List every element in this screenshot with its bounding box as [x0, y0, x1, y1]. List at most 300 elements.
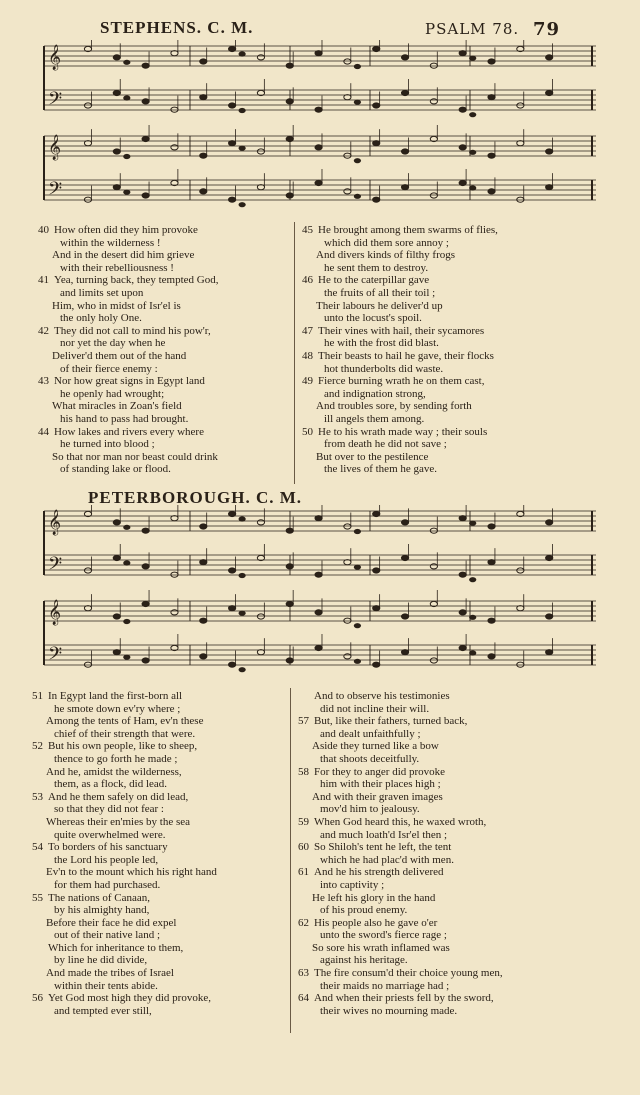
note: [354, 623, 361, 628]
stanza-line: of his proud enemy.: [320, 904, 408, 917]
note: [123, 190, 130, 195]
note: [315, 51, 322, 56]
note: [354, 158, 361, 163]
note: [546, 520, 553, 525]
note: [257, 614, 264, 619]
note: [113, 55, 120, 60]
note: [257, 520, 264, 525]
note: [239, 516, 246, 521]
stanza-line-text: How lakes and rivers every where: [54, 425, 204, 438]
treble-clef-icon: 𝄞: [48, 600, 62, 625]
note: [373, 46, 380, 51]
stanza-line: What miracles in Zoan's field: [52, 400, 182, 413]
verse-number: 43: [38, 375, 49, 388]
stanza-line: and indignation strong,: [324, 387, 426, 400]
stanza-line: Whereas their en'mies by the sea: [46, 815, 191, 828]
stanza-line: did not incline their will.: [320, 702, 430, 715]
music-system-stephens: [40, 40, 600, 218]
stanza-line-text: Fierce burning wrath he on them cast,: [318, 375, 485, 388]
note: [239, 202, 246, 207]
note: [229, 46, 236, 51]
stanza-line-text: And to observe his testimonies: [314, 690, 450, 702]
psalm-heading: PSALM 78.: [425, 20, 520, 38]
note: [373, 197, 380, 202]
note: [142, 193, 149, 198]
note: [459, 572, 466, 577]
note: [315, 645, 322, 650]
stanza-line-text: Nor how great signs in Egypt land: [54, 375, 205, 388]
stanza-line: and tempted ever still,: [54, 1004, 152, 1017]
stanza-line: He left his glory in the hand: [312, 891, 436, 904]
stanza-line: Before their face he did expel: [46, 916, 177, 929]
staff: [44, 79, 596, 117]
verse-number: 54: [32, 841, 43, 854]
stanza: [298, 917, 598, 967]
stanza-line: [298, 816, 598, 829]
note: [200, 189, 207, 194]
note: [315, 516, 322, 521]
stanza-line-text: He to his wrath made way ; their souls: [318, 425, 488, 438]
stanza-line: which did them sore annoy ;: [324, 236, 449, 249]
note: [373, 662, 380, 667]
note: [430, 193, 437, 198]
stanza-line-text: Which for inheritance to them,: [48, 941, 184, 954]
note: [257, 55, 264, 60]
stanza-line: chief of their strength that were.: [54, 727, 196, 740]
note: [517, 568, 524, 573]
note: [373, 568, 380, 573]
verse-number: 64: [298, 992, 309, 1005]
verse-number: 40: [38, 224, 49, 236]
stanza-line: he sent them to destroy.: [324, 261, 429, 274]
verse-number: 52: [32, 740, 43, 753]
verse-number: 55: [32, 891, 43, 904]
staff: [44, 634, 596, 672]
stanza-line-text: And when their priests fell by the sword,: [314, 992, 494, 1005]
note: [171, 610, 178, 615]
note: [430, 564, 437, 569]
stanza-line: [32, 942, 282, 955]
stanza-line: he turned into blood ;: [60, 438, 155, 451]
stanza-line: with their rebelliousness !: [60, 261, 174, 274]
stanza-line: that shoots deceitfully.: [320, 752, 420, 765]
stanza: [302, 224, 602, 274]
stanza: [298, 690, 598, 715]
stanza-line: [298, 841, 598, 854]
stanza-line-text: He to the caterpillar gave: [318, 274, 430, 287]
verse-number: 60: [298, 841, 309, 854]
stanza-line: [298, 967, 598, 980]
note: [239, 667, 246, 672]
note: [200, 153, 207, 158]
stanza-line: him with their places high ;: [320, 778, 441, 791]
note: [113, 149, 120, 154]
page-number: 79: [533, 19, 561, 40]
note: [229, 511, 236, 516]
note: [546, 149, 553, 154]
note: [123, 60, 130, 65]
note: [229, 568, 236, 573]
note: [546, 650, 553, 655]
note: [200, 560, 207, 565]
stanza-line: by his almighty hand,: [54, 904, 150, 917]
note: [430, 658, 437, 663]
treble-clef-icon: 𝄞: [48, 45, 62, 70]
stanza-line: unto the locust's spoil.: [324, 312, 422, 325]
stanza-line: And troubles sore, by sending forth: [316, 400, 472, 413]
note: [401, 520, 408, 525]
stanza-line-text: And he his strength delivered: [314, 866, 444, 879]
stanza-line: the lives of them he gave.: [324, 463, 438, 476]
stanza-line: of standing lake or flood.: [60, 463, 171, 476]
note: [142, 136, 149, 141]
note: [113, 614, 120, 619]
note: [239, 146, 246, 151]
stanza-line: into captivity ;: [320, 878, 385, 891]
stanza-line: [302, 426, 602, 439]
note: [200, 95, 207, 100]
stanza: [298, 866, 598, 916]
stanza: [298, 816, 598, 841]
stanza-line: [32, 992, 282, 1005]
stanza-line: Among the tents of Ham, ev'n these: [46, 715, 204, 728]
stanza-line: unto the sword's fierce rage ;: [320, 929, 447, 942]
note: [142, 658, 149, 663]
note: [84, 568, 91, 573]
stanza-line: he smote down ev'ry where ;: [54, 702, 181, 715]
note: [459, 516, 466, 521]
note: [229, 606, 236, 611]
stanza-line: hot thunderbolts did waste.: [324, 362, 444, 375]
note: [200, 618, 207, 623]
stanza: [38, 224, 288, 274]
note: [488, 654, 495, 659]
stanza: [32, 992, 282, 1017]
note: [229, 662, 236, 667]
verse-number: 59: [298, 815, 309, 828]
verse-number: 41: [38, 274, 49, 287]
note: [239, 108, 246, 113]
stanza-line-text: When God heard this, he waxed wroth,: [314, 815, 487, 828]
stanza-line: Ev'n to the mount which his right hand: [46, 866, 217, 879]
note: [229, 197, 236, 202]
stanza-line-text: Yet God most high they did provoke,: [48, 992, 211, 1005]
treble-clef-icon: 𝄞: [48, 135, 62, 160]
stanza-line: and limits set upon: [60, 286, 144, 299]
note: [488, 618, 495, 623]
staff: [44, 40, 596, 70]
stanza: [32, 892, 282, 942]
stanza: [32, 690, 282, 740]
note: [488, 59, 495, 64]
note: [142, 528, 149, 533]
stanza: [298, 992, 598, 1017]
stanza-line: [38, 274, 288, 287]
stanza-line-text: For they to anger did provoke: [314, 765, 446, 778]
note: [171, 145, 178, 150]
note: [142, 99, 149, 104]
stanza-line: So sore his wrath inflamed was: [312, 941, 450, 954]
note: [488, 524, 495, 529]
stanza-line: the Lord his people led,: [54, 853, 159, 866]
note: [315, 145, 322, 150]
stanza-line-text: They did not call to mind his pow'r,: [54, 324, 211, 337]
stanzas-top-right: [302, 224, 602, 476]
note: [344, 654, 351, 659]
stanza-line: [302, 350, 602, 363]
stanza-line: [32, 740, 282, 753]
stanza-line: And in the desert did him grieve: [52, 249, 195, 262]
note: [373, 103, 380, 108]
stanza-line: [38, 375, 288, 388]
stanza-line-text: The nations of Canaan,: [48, 891, 151, 904]
note: [84, 103, 91, 108]
stanza-line: the only holy One.: [60, 312, 142, 325]
verse-number: 53: [32, 790, 43, 803]
stanza-line: And divers kinds of filthy frogs: [316, 249, 456, 262]
verse-number: 46: [302, 274, 313, 287]
music-system-peterborough: [40, 505, 600, 685]
note: [113, 520, 120, 525]
stanza-line: and dealt unfaithfully ;: [320, 727, 421, 740]
note: [546, 555, 553, 560]
note: [401, 149, 408, 154]
column-divider: [294, 222, 295, 484]
stanza-line: [302, 375, 602, 388]
stanza: [302, 274, 602, 324]
note: [430, 99, 437, 104]
note: [354, 100, 361, 105]
note: [123, 95, 130, 100]
note: [344, 189, 351, 194]
note: [239, 573, 246, 578]
stanza: [298, 967, 598, 992]
stanza-line-text: He brought among them swarms of flies,: [318, 224, 498, 236]
stanza-line: So that nor man nor beast could drink: [52, 450, 218, 463]
stanza: [38, 375, 288, 425]
stanza-line: their maids no marriage had ;: [320, 979, 450, 992]
stanza-line: [298, 866, 598, 879]
stanza-line: And he, amidst the wilderness,: [46, 765, 182, 778]
note: [459, 145, 466, 150]
note: [488, 189, 495, 194]
stanza: [32, 791, 282, 841]
verse-number: 44: [38, 425, 49, 438]
stanza-line: [32, 841, 282, 854]
note: [123, 560, 130, 565]
stanza-line: Deliver'd them out of the hand: [52, 349, 187, 362]
stanza-line: the fruits of all their toil ;: [324, 286, 436, 299]
stanza-line: [298, 715, 598, 728]
note: [344, 59, 351, 64]
stanza-line: of their fierce enemy :: [60, 362, 158, 375]
stanza-line: Him, who in midst of Isr'el is: [52, 299, 181, 312]
stanza-line-text: Their beasts to hail he gave, their flocks: [318, 349, 494, 362]
note: [142, 601, 149, 606]
note: [373, 141, 380, 146]
stanzas-top-left: [38, 224, 288, 476]
note: [401, 90, 408, 95]
stanza-line: quite overwhelmed were.: [54, 828, 166, 841]
stanza-line-text: In Egypt land the first-born all: [48, 690, 183, 702]
verse-number: 42: [38, 324, 49, 337]
note: [469, 577, 476, 582]
note: [488, 153, 495, 158]
stanza-line: Aside they turned like a bow: [312, 740, 439, 753]
note: [142, 564, 149, 569]
stanza: [302, 375, 602, 425]
note: [123, 525, 130, 530]
note: [459, 645, 466, 650]
stanza-line-text: The fire consum'd their choice young men,: [314, 967, 503, 980]
tune-title-stephens: STEPHENS. C. M.: [100, 18, 254, 37]
verse-number: 58: [298, 765, 309, 778]
stanza-line: against his heritage.: [320, 954, 408, 967]
sheet-music: [40, 40, 600, 218]
note: [517, 103, 524, 108]
note: [373, 511, 380, 516]
stanza-line: But over to the pestilence: [316, 450, 429, 463]
note: [546, 90, 553, 95]
stanza-line: And made the tribes of Israel: [46, 967, 174, 980]
note: [488, 560, 495, 565]
note: [546, 185, 553, 190]
stanza-line: which he had plac'd with men.: [320, 853, 454, 866]
note: [459, 51, 466, 56]
stanza-line: them, as a flock, did lead.: [54, 778, 168, 791]
stanza-line: [302, 274, 602, 287]
stanza-line: [32, 690, 282, 703]
staff: [44, 544, 596, 582]
verse-number: 57: [298, 715, 309, 728]
stanza-line: [298, 690, 598, 703]
stanza-line: so that they did not fear :: [54, 803, 164, 816]
note: [354, 194, 361, 199]
stanza-line: [38, 325, 288, 338]
stanzas-bottom-right: [298, 690, 598, 1017]
verse-number: 45: [302, 224, 313, 236]
verse-number: 49: [302, 375, 313, 388]
bass-clef-icon: 𝄢: [48, 179, 63, 204]
note: [373, 606, 380, 611]
sheet-music: [40, 505, 600, 685]
stanza-line: thence to go forth he made ;: [54, 752, 178, 765]
note: [401, 650, 408, 655]
stanza-line: by line he did divide,: [54, 954, 148, 967]
stanza-line-text: But his own people, like to sheep,: [48, 740, 198, 753]
stanza-line: for them had purchased.: [54, 878, 161, 891]
note: [354, 565, 361, 570]
stanza-line-text: And he them safely on did lead,: [48, 790, 189, 803]
note: [354, 64, 361, 69]
stanza-line: within the wilderness !: [60, 236, 161, 249]
note: [123, 619, 130, 624]
stanza-line-text: Yea, turning back, they tempted God,: [54, 274, 219, 287]
note: [113, 90, 120, 95]
note: [459, 610, 466, 615]
stanza-line: [298, 766, 598, 779]
stanza-line: and much loath'd Isr'el then ;: [320, 828, 448, 841]
stanza-line: out of their native land ;: [54, 929, 160, 942]
stanza-line-text: His people also he gave o'er: [314, 916, 438, 929]
note: [401, 614, 408, 619]
note: [229, 103, 236, 108]
note: [546, 614, 553, 619]
stanza: [298, 841, 598, 866]
tune-title-peterborough: PETERBOROUGH. C. M.: [88, 488, 303, 507]
staff: [44, 590, 596, 628]
verse-number: 61: [298, 866, 309, 879]
verse-number: 51: [32, 690, 43, 702]
note: [459, 180, 466, 185]
note: [239, 51, 246, 56]
note: [315, 610, 322, 615]
verse-number: 63: [298, 967, 309, 980]
bass-clef-icon: 𝄢: [48, 554, 63, 579]
stanza-line: ill angels them among.: [324, 412, 425, 425]
note: [401, 555, 408, 560]
stanza-line: within their tents abide.: [54, 979, 158, 992]
note: [344, 524, 351, 529]
stanza: [302, 325, 602, 350]
stanza: [38, 426, 288, 476]
column-divider: [290, 688, 291, 1033]
note: [200, 59, 207, 64]
staff: [44, 125, 596, 163]
note: [546, 55, 553, 60]
note: [142, 63, 149, 68]
verse-number: 48: [302, 349, 313, 362]
note: [113, 185, 120, 190]
staff: [44, 505, 596, 535]
note: [469, 112, 476, 117]
stanza: [302, 350, 602, 375]
stanza-line-text: How often did they him provoke: [54, 224, 198, 236]
note: [200, 654, 207, 659]
stanza: [32, 942, 282, 992]
stanza: [38, 274, 288, 324]
stanza-line: their wives no mourning made.: [320, 1004, 458, 1017]
note: [459, 107, 466, 112]
stanza: [298, 715, 598, 765]
stanza-line-text: But, like their fathers, turned back,: [314, 715, 468, 728]
stanza-line-text: So Shiloh's tent he left, the tent: [314, 841, 452, 854]
note: [315, 180, 322, 185]
stanza-line: [302, 325, 602, 338]
stanza-line-text: Their vines with hail, their sycamores: [318, 324, 485, 337]
note: [123, 154, 130, 159]
stanzas-bottom-left: [32, 690, 282, 1017]
stanza-line: he openly had wrought;: [60, 387, 165, 400]
stanza-line-text: To borders of his sanctuary: [48, 841, 168, 854]
note: [257, 149, 264, 154]
note: [123, 655, 130, 660]
stanza-line: mov'd him to jealousy.: [320, 803, 420, 816]
stanza-line: [32, 892, 282, 905]
stanza-line: he with the frost did blast.: [324, 337, 439, 350]
treble-clef-icon: 𝄞: [48, 510, 62, 535]
note: [200, 524, 207, 529]
stanza: [298, 766, 598, 816]
note: [354, 659, 361, 664]
note: [401, 185, 408, 190]
verse-number: 56: [32, 992, 43, 1005]
note: [229, 141, 236, 146]
note: [315, 572, 322, 577]
note: [239, 611, 246, 616]
verse-number: 50: [302, 425, 313, 438]
note: [401, 55, 408, 60]
